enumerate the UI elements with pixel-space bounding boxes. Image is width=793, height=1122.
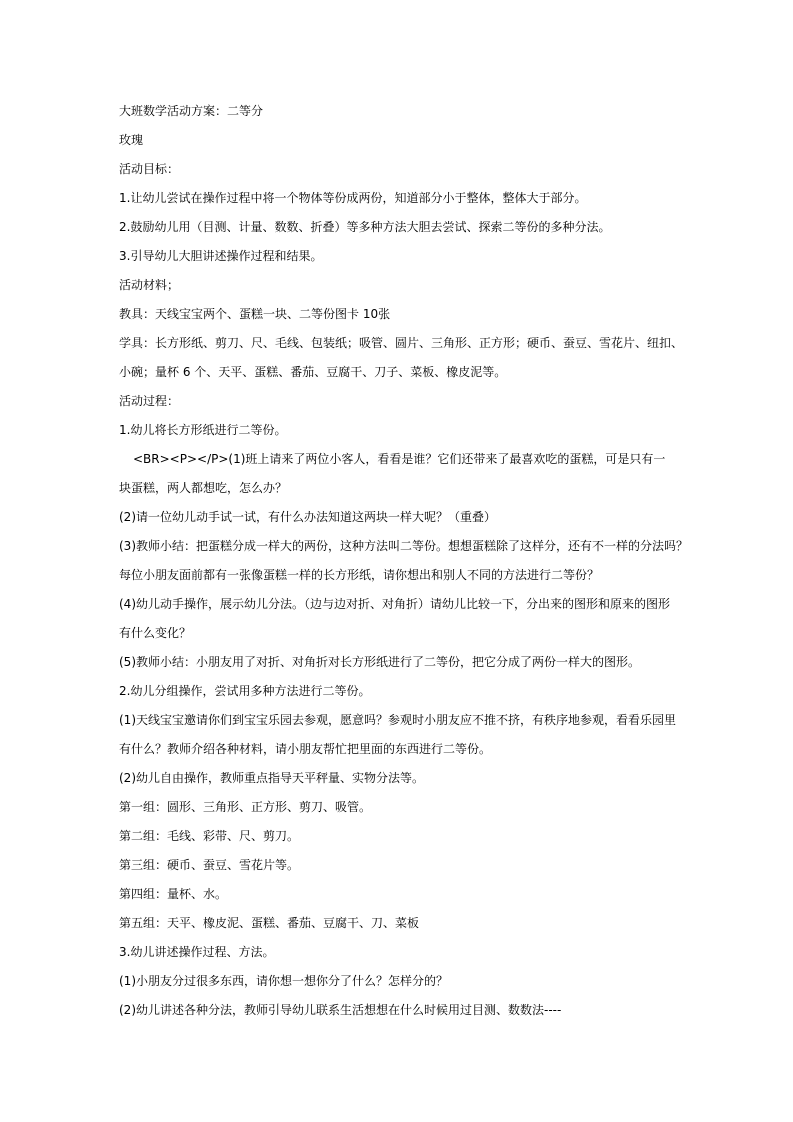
text-line: (4)幼儿动手操作，展示幼儿分法。（边与边对折、对角折）请幼儿比较一下，分出来的图形和原来的图形 — [119, 597, 671, 611]
text-line: 2.鼓励幼儿用（目测、计量、数数、折叠）等多种方法大胆去尝试、探索二等份的多种分法。 — [119, 220, 611, 234]
text-line: 小碗；量杯 6 个、天平、蛋糕、番茄、豆腐干、刀子、菜板、橡皮泥等。 — [119, 365, 507, 379]
text-line: 有什么变化？ — [119, 626, 192, 640]
text-line: 活动过程： — [119, 394, 180, 408]
text-line: (1)小朋友分过很多东西，请你想一想你分了什么？怎样分的？ — [119, 974, 449, 988]
text-line: 学具：长方形纸、剪刀、尺、毛线、包装纸；吸管、圆片、三角形、正方形；硬币、蚕豆、雪花片、纽扣、 — [119, 336, 684, 350]
document-body — [119, 99, 689, 1027]
text-line: 第三组：硬币、蚕豆、雪花片等。 — [119, 858, 300, 872]
text-line: 3.幼儿讲述操作过程、方法。 — [119, 945, 275, 959]
text-line: (2)幼儿自由操作，教师重点指导天平秤量、实物分法等。 — [119, 771, 425, 785]
text-line: 教具：天线宝宝两个、蛋糕一块、二等份图卡 10张 — [119, 307, 391, 321]
text-line: 玫瑰 — [119, 133, 144, 147]
text-line: 第二组：毛线、彩带、尺、剪刀。 — [119, 829, 300, 843]
document-title: 大班数学活动方案：二等分 — [119, 104, 264, 118]
text-line: 有什么？教师介绍各种材料，请小朋友帮忙把里面的东西进行二等份。 — [119, 742, 492, 756]
text-line: 每位小朋友面前都有一张像蛋糕一样的长方形纸，请你想出和别人不同的方法进行二等份？ — [119, 568, 600, 582]
text-line: (1)天线宝宝邀请你们到宝宝乐园去参观，愿意吗？参观时小朋友应不推不挤，有秩序地参观，看看乐园里 — [119, 713, 677, 727]
text-line: 1.幼儿将长方形纸进行二等份。 — [119, 423, 287, 437]
text-line: 第四组：量杯、水。 — [119, 887, 228, 901]
text-line: 1.让幼儿尝试在操作过程中将一个物体等份成两份，知道部分小于整体，整体大于部分。 — [119, 191, 587, 205]
text-line: 块蛋糕，两人都想吃，怎么办？ — [119, 481, 288, 495]
text-line: 第一组：圆形、三角形、正方形、剪刀、吸管。 — [119, 800, 372, 814]
text-line: 2.幼儿分组操作，尝试用多种方法进行二等份。 — [119, 684, 371, 698]
text-line: 3.引导幼儿大胆讲述操作过程和结果。 — [119, 249, 323, 263]
text-line: (2)幼儿讲述各种分法，教师引导幼儿联系生活想想在什么时候用过目测、数数法---- — [119, 1003, 562, 1017]
text-line: 第五组：天平、橡皮泥、蛋糕、番茄、豆腐干、刀、菜板 — [119, 916, 420, 930]
text-line: 活动材料； — [119, 278, 180, 292]
text-line: (2)请一位幼儿动手试一试，有什么办法知道这两块一样大呢？（重叠） — [119, 510, 497, 524]
text-line: 活动目标： — [119, 162, 180, 176]
text-line: <BR><P></P>(1)班上请来了两位小客人，看看是谁？它们还带来了最喜欢吃的蛋糕，可是只有一 — [133, 452, 666, 466]
text-line: (3)教师小结：把蛋糕分成一样大的两份，这种方法叫二等份。想想蛋糕除了这样分，还有不一样的分法吗？ — [119, 539, 689, 553]
text-line: (5)教师小结：小朋友用了对折、对角折对长方形纸进行了二等份，把它分成了两份一样大的图形。 — [119, 655, 641, 669]
